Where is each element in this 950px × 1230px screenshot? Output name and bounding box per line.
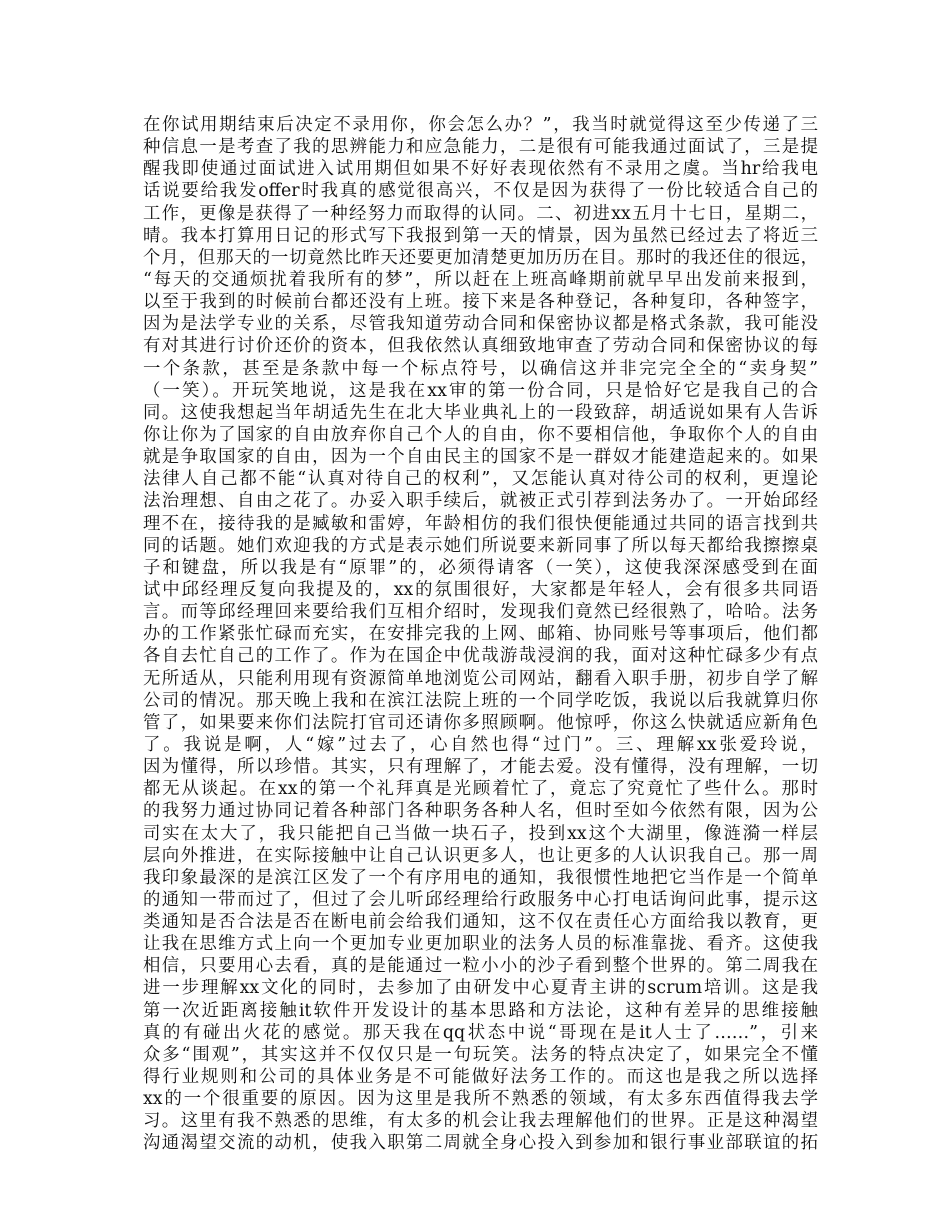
text-line: 我印象最深的是滨江区发了一个有序用电的通知，我很惯性地把它当作是一个简单 (143, 867, 818, 888)
text-line: 众多“围观”，其实这并不仅仅只是一句玩笑。法务的特点决定了，如果完全不懂 (143, 1044, 818, 1065)
text-line: 办的工作紧张忙碌而充实，在安排完我的上网、邮箱、协同账号等事项后，他们都 (143, 624, 818, 645)
text-line: 个月，但那天的一切竟然比昨天还要更加清楚更加历历在目。那时的我还住的很远， (143, 247, 818, 268)
text-line: 你让你为了国家的自由放弃你自己个人的自由，你不要相信他，争取你个人的自由 (143, 424, 818, 445)
text-line: 的我努力通过协同记着各种部门各种职务各种人名，但时至如今依然有限，因为公 (143, 801, 818, 822)
text-line: 公司的情况。那天晚上我和在滨江法院上班的一个同学吃饭，我说以后我就算归你 (143, 690, 818, 711)
text-line: 就是争取国家的自由，因为一个自由民主的国家不是一群奴才能建造起来的。如果 (143, 447, 818, 468)
text-line: 相信，只要用心去看，真的是能通过一粒小小的沙子看到整个世界的。第二周我在 (143, 956, 818, 977)
text-line: 理不在，接待我的是臧敏和雷婷，年龄相仿的我们很快便能通过共同的语言找到共 (143, 513, 818, 534)
body-text (143, 114, 818, 1155)
text-line: 无所适从，只能利用现有资源简单地浏览公司网站，翻看入职手册，初步自学了解 (143, 668, 818, 689)
text-line: 第一次近距离接触it软件开发设计的基本思路和方法论，这种有差异的思维接触 (143, 1000, 818, 1021)
text-line: 司实在太大了，我只能把自己当做一块石子，投到xx这个大湖里，像涟漪一样层 (143, 823, 818, 844)
text-line: 因为懂得，所以珍惜。其实，只有理解了，才能去爱。没有懂得，没有理解，一切 (143, 757, 818, 778)
text-line: 层向外推进，在实际接触中让自己认识更多人，也让更多的人认识我自己。那一周 (143, 845, 818, 866)
text-line: 真的有碰出火花的感觉。那天我在qq状态中说“哥现在是it人士了……”，引来 (143, 1022, 818, 1043)
text-line: 都无从谈起。在xx的第一个礼拜真是光顾着忙了，竟忘了究竟忙了些什么。那时 (143, 779, 818, 800)
text-line: “每天的交通烦扰着我所有的梦”，所以赶在上班高峰期前就早早出发前来报到， (143, 269, 818, 290)
text-line: 同的话题。她们欢迎我的方式是表示她们所说要来新同事了所以每天都给我擦擦桌 (143, 535, 818, 556)
text-line: 法治理想、自由之花了。办妥入职手续后，就被正式引荐到法务办了。一开始邱经 (143, 491, 818, 512)
text-line: 让我在思维方式上向一个更加专业更加职业的法务人员的标准靠拢、看齐。这使我 (143, 934, 818, 955)
text-line: 类通知是否合法是否在断电前会给我们通知，这不仅在责任心方面给我以教育，更 (143, 912, 818, 933)
text-line: 法律人自己都不能“认真对待自己的权利”，又怎能认真对待公司的权利，更遑论 (143, 469, 818, 490)
text-line: 一个条款，甚至是条款中每一个标点符号，以确信这并非完完全全的“卖身契” (143, 358, 818, 379)
text-line: 的通知一带而过了，但过了会儿听邱经理给行政服务中心打电话询问此事，提示这 (143, 889, 818, 910)
text-line: 沟通渴望交流的动机，使我入职第二周就全身心投入到参加和银行事业部联谊的拓 (143, 1133, 818, 1154)
text-line: 因为是法学专业的关系，尽管我知道劳动合同和保密协议都是格式条款，我可能没 (143, 314, 818, 335)
text-line: 种信息一是考查了我的思辨能力和应急能力，二是很有可能我通过面试了，三是提 (143, 137, 818, 158)
text-line: 话说要给我发offer时我真的感觉很高兴，不仅是因为获得了一份比较适合自己的 (143, 181, 818, 202)
text-line: 言。而等邱经理回来要给我们互相介绍时，发现我们竟然已经很熟了，哈哈。法务 (143, 602, 818, 623)
text-line: （一笑）。开玩笑地说，这是我在xx审的第一份合同，只是恰好它是我自己的合 (143, 380, 818, 401)
text-line: 同。这使我想起当年胡适先生在北大毕业典礼上的一段致辞，胡适说如果有人告诉 (143, 402, 818, 423)
text-line: 子和键盘，所以我是有“原罪”的，必须得请客（一笑），这使我深深感受到在面 (143, 557, 818, 578)
text-line: 醒我即使通过面试进入试用期但如果不好好表现依然有不录用之虞。当hr给我电 (143, 159, 818, 180)
text-line: 进一步理解xx文化的同时，去参加了由研发中心夏青主讲的scrum培训。这是我 (143, 978, 818, 999)
text-line: 工作，更像是获得了一种经努力而取得的认同。二、初进xx五月十七日，星期二， (143, 203, 818, 224)
text-line: 了。我说是啊，人“嫁”过去了，心自然也得“过门”。三、理解xx张爱玲说， (143, 734, 818, 755)
text-line: 习。这里有我不熟悉的思维，有太多的机会让我去理解他们的世界。正是这种渴望 (143, 1111, 818, 1132)
text-line: 各自去忙自己的工作了。作为在国企中优哉游哉浸润的我，面对这种忙碌多少有点 (143, 646, 818, 667)
text-line: 管了，如果要来你们法院打官司还请你多照顾啊。他惊呼，你这么快就适应新角色 (143, 712, 818, 733)
text-line: 晴。我本打算用日记的形式写下我报到第一天的情景，因为虽然已经过去了将近三 (143, 225, 818, 246)
text-line: 有对其进行讨价还价的资本，但我依然认真细致地审查了劳动合同和保密协议的每 (143, 336, 818, 357)
text-line: xx的一个很重要的原因。因为这里是我所不熟悉的领域，有太多东西值得我去学 (143, 1089, 818, 1110)
text-line: 在你试用期结束后决定不录用你，你会怎么办？”，我当时就觉得这至少传递了三 (143, 115, 818, 135)
text-line: 以至于我到的时候前台都还没有上班。接下来是各种登记，各种复印，各种签字， (143, 292, 818, 313)
text-line: 得行业规则和公司的具体业务是不可能做好法务工作的。而这也是我之所以选择 (143, 1067, 818, 1088)
text-line: 试中邱经理反复向我提及的，xx的氛围很好，大家都是年轻人，会有很多共同语 (143, 579, 818, 600)
